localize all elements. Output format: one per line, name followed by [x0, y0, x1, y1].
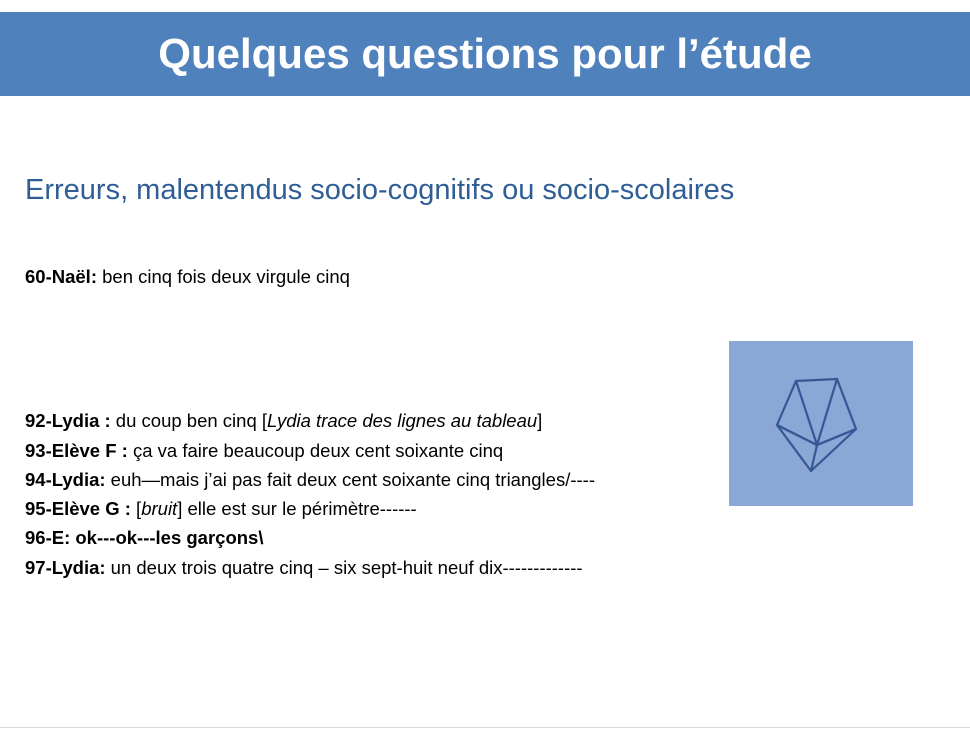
transcript-line-95 — [25, 498, 417, 520]
utterance-text: du coup ben cinq [ — [110, 410, 268, 431]
slide-subtitle: Erreurs, malentendus socio-cognitifs ou socio-scolaires — [25, 174, 735, 206]
stage-direction: bruit — [141, 498, 178, 519]
utterance-text: ] — [537, 410, 543, 431]
pentagon-sketch — [729, 341, 913, 506]
utterance-text: 96-E: ok---ok---les garçons\ — [25, 527, 264, 548]
transcript-line-97 — [25, 557, 583, 579]
utterance-text: euh—mais j’ai pas fait deux cent soixante cinq triangles/---- — [105, 469, 595, 490]
speaker-label: 97-Lydia: — [25, 557, 106, 578]
speaker-label: 60-Naël: — [25, 266, 97, 287]
transcript-line-94 — [25, 469, 595, 491]
speaker-label: 93-Elève F : — [25, 440, 128, 461]
bottom-divider — [0, 727, 970, 728]
slide-title: Quelques questions pour l’étude — [158, 30, 812, 77]
utterance-text: ] elle est sur le périmètre------ — [177, 498, 417, 519]
transcript-line-92 — [25, 410, 542, 432]
utterance-text: [ — [130, 498, 142, 519]
utterance-text: ça va faire beaucoup deux cent soixante cinq — [127, 440, 504, 461]
transcript-line-93 — [25, 440, 503, 462]
speaker-label: 92-Lydia : — [25, 410, 111, 431]
utterance-text: un deux trois quatre cinq – six sept-huit neuf dix------------- — [105, 557, 583, 578]
speaker-label: 95-Elève G : — [25, 498, 131, 519]
title-bar — [0, 12, 970, 96]
pentagon-drawing-photo — [729, 341, 913, 506]
transcript-line-96 — [25, 527, 264, 549]
utterance-text: ben cinq fois deux virgule cinq — [96, 266, 350, 287]
speaker-label: 94-Lydia: — [25, 469, 106, 490]
transcript-line-60 — [25, 266, 350, 288]
stage-direction: Lydia trace des lignes au tableau — [267, 410, 538, 431]
